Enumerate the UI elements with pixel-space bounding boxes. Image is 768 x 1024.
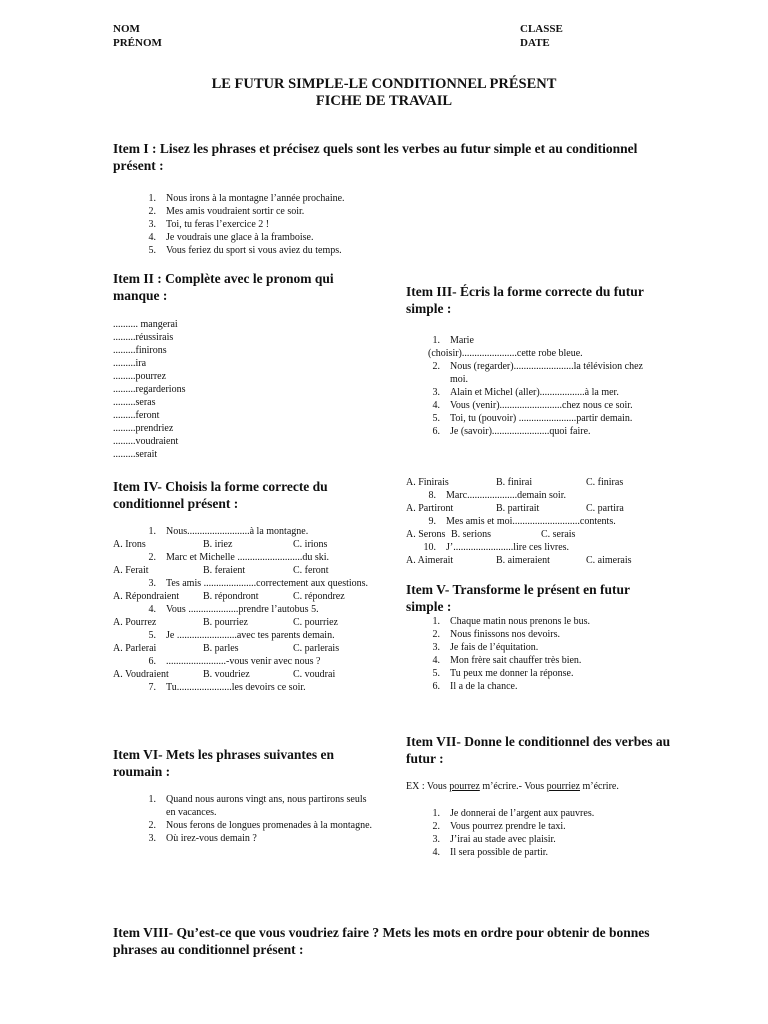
title-line-1: LE FUTUR SIMPLE-LE CONDITIONNEL PRÉSENT — [211, 76, 557, 92]
options-row: A. Serons B. serions C. serais — [406, 529, 576, 540]
list-item: 4. Vous (venir).........................chez nous ce soir. — [432, 400, 633, 411]
item3-heading: Item III- Écris la forme correcte du futur simple : — [406, 284, 644, 316]
class-fields — [520, 22, 563, 50]
list-item: .........prendriez — [113, 423, 174, 434]
item2-list — [113, 318, 313, 461]
list-item: 1. Marie — [432, 335, 474, 346]
list-item: 3. Toi, tu feras l’exercice 2 ! — [148, 219, 270, 230]
item7-list — [406, 807, 676, 859]
list-item: .........voudraient — [113, 436, 179, 447]
list-item: 5. Tu peux me donner la réponse. — [432, 668, 574, 679]
options-row: A. Aimerait B. aimeraient C. aimerais — [406, 555, 632, 566]
item5-heading: Item V- Transforme le présent en futur simple : — [406, 582, 630, 614]
item5-list — [406, 615, 666, 693]
list-item: 5. Toi, tu (pouvoir) .......................partir demain. — [432, 413, 633, 424]
list-item: 5. Vous feriez du sport si vous aviez du temps. — [148, 245, 342, 256]
list-item: .........feront — [113, 410, 160, 421]
student-fields — [113, 22, 162, 50]
list-item: 5. Je ........................avec tes parents demain. — [148, 630, 335, 641]
list-item: 6. Il a de la chance. — [432, 681, 518, 692]
item4-continued — [406, 476, 676, 567]
list-item: .........réussirais — [113, 332, 174, 343]
prenom-label: PRÉNOM — [113, 37, 162, 49]
options-row: A. Partiront B. partirait C. partira — [406, 503, 624, 514]
list-item: 4. Vous ....................prendre l’autobus 5. — [148, 604, 319, 615]
item2-heading: Item II : Complète avec le pronom qui manque : — [113, 271, 334, 303]
list-item: .........finirons — [113, 345, 167, 356]
list-item: 3. Alain et Michel (aller)..................à la mer. — [432, 387, 619, 398]
conditional-verb-example: pourriez — [546, 781, 580, 792]
title-line-2: FICHE DE TRAVAIL — [315, 93, 453, 109]
item7-heading: Item VII- Donne le conditionnel des verbes au futur : — [406, 734, 671, 766]
item4-list — [113, 525, 378, 694]
options-row: A. Parlerai B. parles C. parlerais — [113, 643, 340, 654]
list-item: 1. Je donnerai de l’argent aux pauvres. — [432, 808, 595, 819]
list-item: 2. Mes amis voudraient sortir ce soir. — [148, 206, 305, 217]
list-item: 6. Je (savoir).......................quoi faire. — [432, 426, 591, 437]
item6-list — [113, 793, 373, 845]
list-item: 3. Je fais de l’équitation. — [432, 642, 539, 653]
list-item: 2. Vous pourrez prendre le taxi. — [432, 821, 566, 832]
list-item: 10. J’........................lire ces livres. — [423, 542, 570, 553]
item6-heading: Item VI- Mets les phrases suivantes en roumain : — [113, 747, 334, 779]
item7-example: EX : Vous pourrez m’écrire.- Vous pourriez m’écrire. — [406, 781, 619, 792]
list-item: 6. ........................-vous venir avec nous ? — [148, 656, 321, 667]
options-row: A. Répondraient B. répondront C. répondrez — [113, 591, 345, 602]
list-item: 2. Nous finissons nos devoirs. — [432, 629, 561, 640]
list-item: 8. Marc....................demain soir. — [428, 490, 566, 501]
list-item: .......... mangerai — [113, 319, 178, 330]
classe-label: CLASSE — [520, 23, 563, 35]
item1-heading: Item I : Lisez les phrases et précisez quels sont les verbes au futur simple et au conditionnel présent : — [113, 141, 638, 173]
list-item-continued: (choisir)......................cette robe bleue. — [428, 348, 583, 359]
list-item: 4. Mon frère sait chauffer très bien. — [432, 655, 582, 666]
list-item: .........serait — [113, 449, 158, 460]
list-item: 3. Tes amis .....................correctement aux questions. — [148, 578, 369, 589]
list-item: 2. Nous (regarder)........................la télévision chez moi. — [432, 361, 643, 385]
list-item: 1. Chaque matin nous prenons le bus. — [432, 616, 590, 627]
options-row: A. Voudraient B. voudriez C. voudrai — [113, 669, 336, 680]
list-item: 4. Il sera possible de partir. — [432, 847, 549, 858]
list-item: 2. Nous ferons de longues promenades à la montagne. — [148, 820, 373, 831]
page-title — [0, 76, 768, 110]
list-item: .........seras — [113, 397, 156, 408]
item3-list — [406, 334, 656, 438]
list-item: 1. Nous irons à la montagne l’année prochaine. — [148, 193, 345, 204]
options-row: A. Pourrez B. pourriez C. pourriez — [113, 617, 338, 628]
list-item: .........ira — [113, 358, 147, 369]
list-item: 1. Quand nous aurons vingt ans, nous partirons seuls en vacances. — [148, 794, 367, 818]
future-verb-example: pourrez — [449, 781, 480, 792]
list-item: 4. Je voudrais une glace à la framboise. — [148, 232, 314, 243]
nom-label: NOM — [113, 23, 140, 35]
item8-heading: Item VIII- Qu’est-ce que vous voudriez faire ? Mets les mots en ordre pour obtenir de bonnes phrases au conditionnel présent : — [113, 925, 650, 957]
date-label: DATE — [520, 37, 550, 49]
list-item: .........pourrez — [113, 371, 167, 382]
list-item: 3. Où irez-vous demain ? — [148, 833, 257, 844]
options-row: A. Irons B. iriez C. irions — [113, 539, 328, 550]
options-row: A. Ferait B. feraient C. feront — [113, 565, 329, 576]
list-item: 2. Marc et Michelle ..........................du ski. — [148, 552, 330, 563]
item1-list — [113, 192, 443, 257]
list-item: 3. J’irai au stade avec plaisir. — [432, 834, 556, 845]
list-item: 1. Nous.........................à la montagne. — [148, 526, 309, 537]
list-item: 7. Tu......................les devoirs ce soir. — [148, 682, 306, 693]
item4-heading: Item IV- Choisis la forme correcte du conditionnel présent : — [113, 479, 328, 511]
list-item: .........regarderions — [113, 384, 186, 395]
list-item: 9. Mes amis et moi...........................contents. — [428, 516, 616, 527]
options-row: A. Finirais B. finirai C. finiras — [406, 477, 624, 488]
